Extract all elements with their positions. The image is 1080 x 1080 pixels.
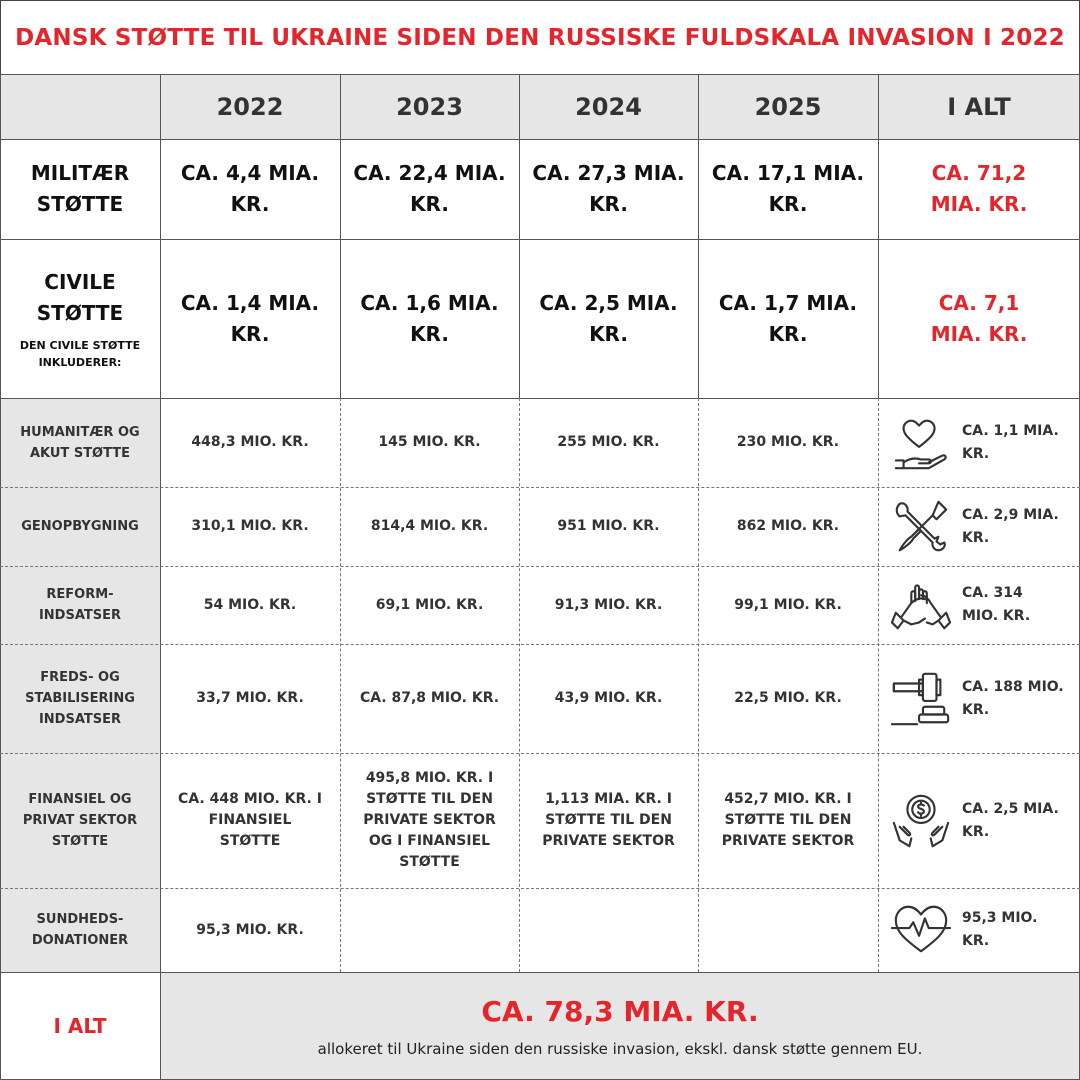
grid-line [160, 74, 161, 398]
grid-line-dashed [698, 398, 699, 972]
row-label-finansiel: FINANSIEL OG PRIVAT SEKTOR STØTTE [0, 753, 160, 888]
reform-2023: 69,1 MIO. KR. [375, 596, 484, 613]
gavel-icon [890, 668, 952, 730]
money-hands-icon [890, 790, 952, 852]
header-2022: 2022 [160, 74, 340, 139]
grid-line [0, 239, 1080, 240]
genopbygning-2023: 814,4 MIO. KR. [370, 518, 489, 534]
militaer-2025: CA. 17,1 MIA. KR. [711, 161, 865, 216]
header-total: I ALT [878, 74, 1080, 139]
grid-line [0, 139, 1080, 140]
grid-line [519, 74, 520, 398]
grid-line-dashed [340, 398, 341, 972]
grid-line-dashed [0, 566, 1080, 567]
civile-label-line1: CIVILE [44, 269, 116, 294]
grid-line [878, 74, 879, 398]
civile-2023: CA. 1,6 MIA. KR. [360, 290, 499, 346]
civile-2024: CA. 2,5 MIA. KR. [539, 290, 678, 346]
militaer-2024: CA. 27,3 MIA. KR. [532, 161, 685, 216]
freds-2022: 33,7 MIO. KR. [196, 690, 304, 706]
militaer-total: CA. 71,2 MIA. KR. [930, 161, 1028, 216]
page-title: DANSK STØTTE TIL UKRAINE SIDEN DEN RUSSISKE FULDSKALA INVASION I 2022 [0, 0, 1080, 74]
reform-total: CA. 314 MIO. KR. [962, 585, 1031, 624]
grid-line-dashed [0, 888, 1080, 889]
row-label-sundhed: SUNDHEDS- DONATIONER [0, 888, 160, 972]
grid-line [698, 74, 699, 398]
genopbygning-2025: 862 MIO. KR. [736, 518, 840, 534]
humanitaer-2025: 230 MIO. KR. [736, 434, 840, 450]
reform-2022: 54 MIO. KR. [203, 596, 297, 613]
freds-2024: 43,9 MIO. KR. [554, 690, 663, 706]
humanitaer-total: CA. 1,1 MIA. KR. [962, 422, 1059, 462]
header-2023: 2023 [340, 74, 519, 139]
militaer-label-line1: MILITÆR [30, 161, 130, 185]
civile-label-line2: STØTTE [36, 300, 124, 325]
finansiel-total-cell [878, 753, 1080, 888]
grid-line [160, 398, 161, 1080]
row-label-reform: REFORM- INDSATSER [0, 566, 160, 644]
handshake-icon [890, 574, 952, 636]
summary-note: allokeret til Ukraine siden den russiske invasion, ekskl. dansk støtte gennem EU. [317, 1039, 923, 1058]
finansiel-2023: 495,8 MIO. KR. I STØTTE TIL DEN PRIVATE SEKTOR OG I FINANSIEL STØTTE [363, 770, 496, 870]
reform-2025: 99,1 MIO. KR. [734, 596, 842, 613]
heart-hand-icon [890, 412, 952, 474]
civile-2025: CA. 1,7 MIA. KR. [718, 290, 858, 346]
grid-line [0, 398, 1080, 399]
finansiel-2025: 452,7 MIO. KR. I STØTTE TIL DEN PRIVATE SEKTOR [721, 791, 855, 849]
genopbygning-total: CA. 2,9 MIA. KR. [962, 506, 1059, 546]
finansiel-2022: CA. 448 MIO. KR. I FINANSIEL STØTTE [178, 791, 322, 849]
freds-2025: 22,5 MIO. KR. [734, 690, 842, 706]
tools-icon [890, 496, 952, 558]
summary-value: CA. 78,3 MIA. KR. [481, 994, 759, 1028]
humanitaer-2023: 145 MIO. KR. [378, 434, 481, 450]
grid-line-dashed [0, 487, 1080, 488]
genopbygning-2022: 310,1 MIO. KR. [191, 518, 309, 534]
header-2025: 2025 [698, 74, 878, 139]
row-label-militaer [0, 139, 160, 239]
freds-2023: CA. 87,8 MIO. KR. [359, 690, 500, 706]
freds-total-cell [878, 644, 1080, 753]
finansiel-total: CA. 2,5 MIA. KR. [962, 800, 1059, 840]
finansiel-2024: 1,113 MIA. KR. I STØTTE TIL DEN PRIVATE SEKTOR [542, 791, 675, 849]
grid-line-dashed [878, 398, 879, 972]
sundhed-2022: 95,3 MIO. KR. [196, 921, 304, 938]
summary-label: I ALT [53, 1014, 107, 1038]
grid-line-dashed [0, 644, 1080, 645]
militaer-2022: CA. 4,4 MIA. KR. [180, 161, 320, 216]
row-label-civile [0, 239, 160, 398]
sundhed-2025 [698, 888, 878, 972]
header-2024: 2024 [519, 74, 698, 139]
grid-line-dashed [519, 398, 520, 972]
militaer-2023: CA. 22,4 MIA. KR. [353, 161, 506, 216]
row-label-freds: FREDS- OG STABILISERING INDSATSER [0, 644, 160, 753]
sundhed-total: 95,3 MIO. KR. [962, 910, 1038, 949]
support-table [0, 74, 1080, 1080]
militaer-label-line2: STØTTE [36, 192, 124, 216]
header-corner [0, 74, 160, 139]
genopbygning-total-cell [878, 487, 1080, 566]
civile-note: DEN CIVILE STØTTE INKLUDERER: [19, 338, 141, 369]
reform-2024: 91,3 MIO. KR. [554, 596, 663, 613]
humanitaer-total-cell [878, 398, 1080, 487]
reform-total-cell [878, 566, 1080, 644]
genopbygning-2024: 951 MIO. KR. [557, 518, 660, 534]
grid-line [0, 74, 1080, 75]
sundhed-2023 [340, 888, 519, 972]
grid-line [340, 74, 341, 398]
grid-line [0, 74, 1, 1080]
summary-box [160, 972, 1080, 1080]
grid-line-dashed [0, 753, 1080, 754]
freds-total: CA. 188 MIO. KR. [962, 678, 1064, 718]
row-label-genopbygning: GENOPBYGNING [0, 487, 160, 566]
humanitaer-2022: 448,3 MIO. KR. [191, 434, 309, 450]
civile-2022: CA. 1,4 MIA. KR. [180, 290, 320, 346]
civile-total: CA. 7,1 MIA. KR. [930, 290, 1028, 346]
sundhed-2024 [519, 888, 698, 972]
humanitaer-2024: 255 MIO. KR. [557, 434, 660, 450]
grid-line [0, 972, 1080, 973]
row-label-humanitaer: HUMANITÆR OG AKUT STØTTE [0, 398, 160, 487]
sundhed-total-cell [878, 888, 1080, 972]
heartbeat-icon [890, 899, 952, 961]
